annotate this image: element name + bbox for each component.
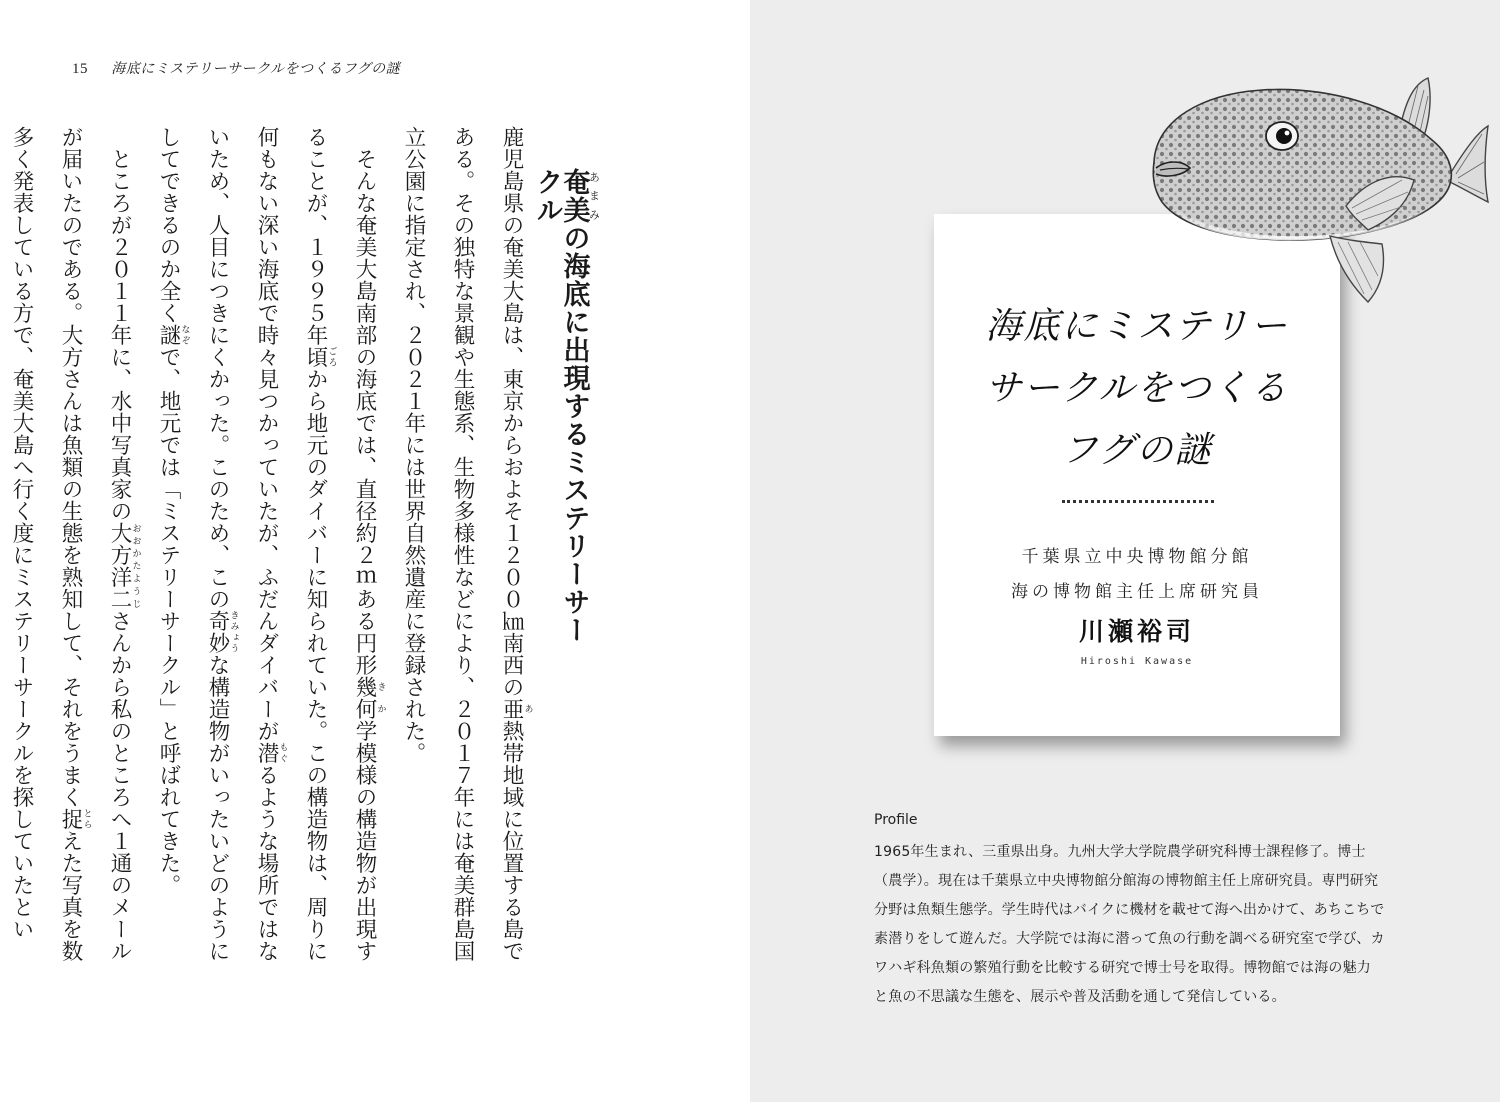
section-heading [531,168,601,668]
p3-ruby1: おおかたようじ [130,521,141,610]
author-name: 川瀬裕司 [1078,617,1195,646]
p3-text-c: えた写真を数多く発表している方で、奄美大島へ行く度にミステリーサークルを探していたとい [9,126,83,962]
running-header [72,58,400,78]
paragraph-2 [144,126,389,962]
profile-line-4: 素潜りをして遊んだ。大学院では海に潜って魚の行動を調べる研究室で学び、カ [874,931,1385,947]
p2-text-d: るような場所ではないため、人目につきにくかった。このため、この [205,126,279,962]
paragraph-3 [0,126,144,962]
page-number: 15 [72,61,88,77]
profile-text [874,838,1414,1012]
p2-text-e: な構造物がいったいどのようにしてできるのか全く [156,126,230,962]
profile-line-2: （農学）。現在は千葉県立中央博物館分館海の博物館主任上席研究員。専門研究 [874,873,1379,889]
p1-text-b: 熱帯地域に位置する島である。その独特な景観や生態系、生物多様性などにより、２０１７年には奄美群島国立公園に指定され、２０２１年には世界自然遺産に登録された。 [401,126,524,962]
p3-ruby1-base: 大方洋二 [107,521,132,610]
p2-text-a: そんな奄美大島南部の海底では、直径約２ｍある円形 [352,147,377,676]
p3-ruby2-base: 捉 [58,808,83,830]
paragraph-1 [389,126,536,962]
profile-line-5: ワハギ科魚類の繁殖行動を比較する研究で博士号を取得。博物館では海の魅力 [874,960,1371,976]
author-affiliation-2: 海の博物館主任上席研究員 [1011,582,1263,602]
p3-ruby2: とら [81,808,92,830]
running-title: 海底にミステリーサークルをつくるフグの謎 [111,61,401,77]
p2-ruby2-base: 頃 [303,346,328,368]
card-title-line-2: サークルをつくる [985,368,1289,409]
heading-rest: の海底に出現するミステリーサークル [531,168,590,644]
author-name-roman: Hiroshi Kawase [1080,656,1194,667]
p2-ruby4-base: 奇妙 [205,610,230,654]
p1-ruby-base: 亜 [499,698,524,720]
p3-text-b: さんから私のところへ１通のメールが届いたのである。大方さんは魚類の生態を熟知して、それをうまく [58,126,132,962]
p2-ruby4: きみょう [228,610,239,654]
card-title-line-3: フグの謎 [1061,430,1213,471]
p1-text-a: 鹿児島県の奄美大島は、東京からおよそ１２００㎞南西の [499,126,524,698]
heading-ruby-base: 奄美 [558,168,590,224]
profile-line-3: 分野は魚類生態学。学生時代はバイクに機材を載せて海へ出かけて、あちこちで [874,902,1385,918]
p2-ruby3: もぐ [277,742,288,764]
p2-text-b: 学模様の構造物が出現することが、１９９５年 [303,126,377,962]
card-title-line-1: 海底にミステリー [985,306,1289,347]
profile-line-1: 1965年生まれ、三重県出身。九州大学大学院農学研究科博士課程修了。博士 [874,844,1366,860]
p2-ruby1-base: 幾何 [352,675,377,720]
author-affiliation-1: 千葉県立中央博物館分館 [1021,547,1253,567]
p2-ruby5: なぞ [179,324,190,346]
p1-ruby: あ [522,698,533,720]
profile-line-6: と魚の不思議な生態を、展示や普及活動を通して発信している。 [874,989,1286,1005]
p3-text-a: ところが２０１１年に、水中写真家の [107,147,132,522]
p2-ruby3-base: 潜 [254,742,279,764]
heading-ruby: あまみ [587,168,601,224]
p2-text-c: から地元のダイバーに知られていた。この構造物は、周りに何もない深い海底で時々見つかっていたが、ふだんダイバーが [254,126,328,962]
p2-ruby1: きか [375,675,386,720]
profile-heading: Profile [874,812,918,828]
dotted-divider [1062,500,1214,503]
p2-text-f: で、地元では「ミステリーサークル」と呼ばれてきた。 [156,346,181,896]
p2-ruby2: ごろ [326,346,337,368]
body-text [9,126,536,962]
card-title [934,296,1340,482]
p2-ruby5-base: 謎 [156,324,181,346]
pufferfish-illustration [1132,70,1490,318]
